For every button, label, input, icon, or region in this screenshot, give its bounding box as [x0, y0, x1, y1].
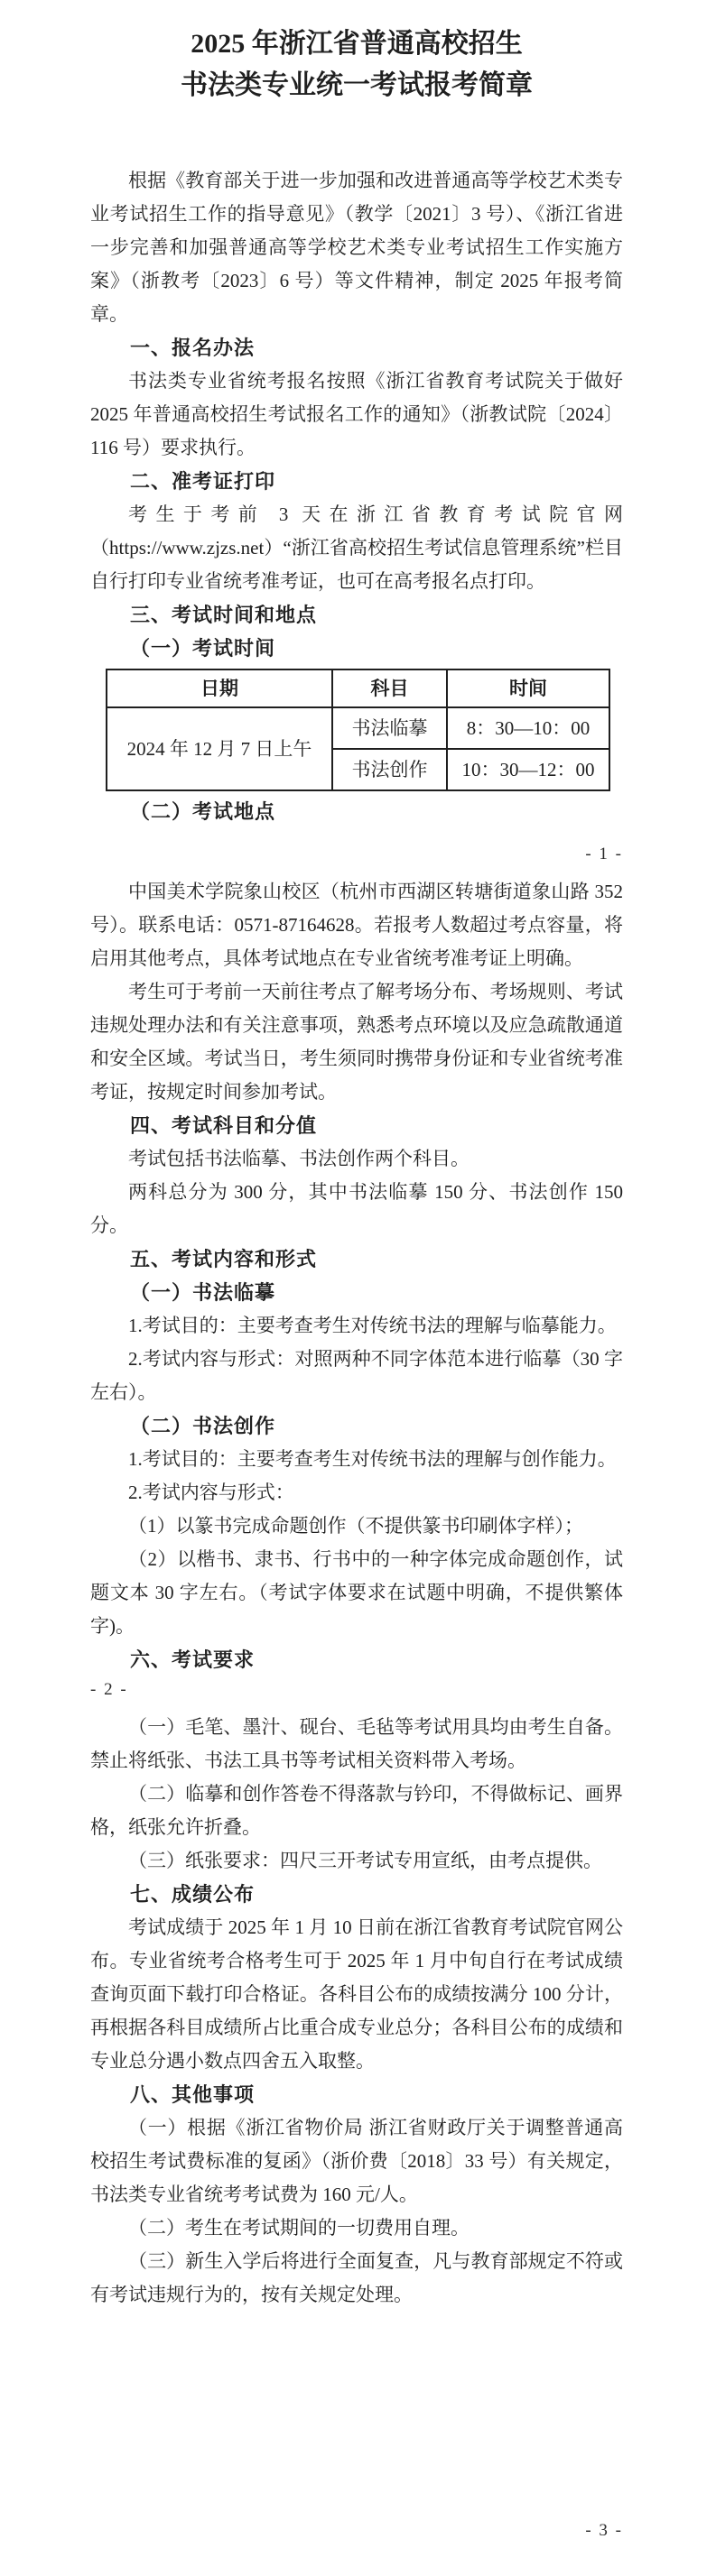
section-6-paragraph-1: （一）毛笔、墨汁、砚台、毛毡等考试用具均由考生自备。禁止将纸张、书法工具书等考试相关资料带入考场。 — [90, 1716, 623, 1771]
section-8-paragraph-2: （二）考生在考试期间的一切费用自理。 — [128, 2217, 470, 2239]
section-5-sub-2-heading: （二）书法创作 — [130, 1415, 276, 1437]
table-header-time: 时间 — [447, 669, 609, 707]
page-number-2: - 2 - — [90, 1680, 128, 1699]
section-6-heading: 六、考试要求 — [130, 1648, 256, 1671]
table-cell-time: 8：30—10：00 — [447, 707, 609, 749]
title-line-1: 2025 年浙江省普通高校招生 — [191, 29, 523, 59]
section-3-sub-2-heading: （二）考试地点 — [130, 800, 276, 823]
section-3-heading: 三、考试时间和地点 — [130, 604, 318, 626]
table-row — [107, 707, 609, 749]
section-4-paragraph-1: 考试包括书法临摹、书法创作两个科目。 — [128, 1148, 470, 1169]
section-7-heading: 七、成绩公布 — [130, 1883, 256, 1906]
table-cell-date: 2024 年 12 月 7 日上午 — [107, 707, 332, 790]
section-5-sub-2-paragraph-2: 2.考试内容与形式： — [128, 1482, 294, 1503]
section-2-heading: 二、准考证打印 — [130, 470, 276, 493]
section-3-sub-1-heading: （一）考试时间 — [130, 637, 276, 660]
title-line-2: 书法类专业统一考试报考简章 — [181, 70, 533, 100]
table-cell-subject: 书法创作 — [332, 749, 447, 790]
table-cell-time: 10：30—12：00 — [447, 749, 609, 790]
section-5-heading: 五、考试内容和形式 — [130, 1248, 318, 1270]
exam-location-paragraph: 中国美术学院象山校区（杭州市西湖区转塘街道象山路 352 号）。联系电话：0571-87164628。若报考人数超过考点容量，将启用其他考点，具体考试地点在专业省统考准考证上明确。 — [90, 881, 623, 969]
section-6-paragraph-2: （二）临摹和创作答卷不得落款与钤印，不得做标记、画界格，纸张允许折叠。 — [90, 1783, 623, 1838]
section-5-sub-2-paragraph-3: （1）以篆书完成命题创作（不提供篆书印刷体字样）； — [128, 1515, 583, 1537]
section-4-heading: 四、考试科目和分值 — [130, 1114, 318, 1137]
table-header-date: 日期 — [107, 669, 332, 707]
section-2-paragraph: 考生于考前 3 天在浙江省教育考试院官网（https://www.zjzs.net）“浙江省高校招生考试信息管理系统”栏目自行打印专业省统考准考证，也可在高考报名点打印。 — [90, 503, 623, 592]
document-title — [90, 23, 623, 106]
section-8-paragraph-1: （一）根据《浙江省物价局 浙江省财政厅关于调整普通高校招生考试费标准的复函》（浙价费〔2018〕33 号）有关规定，书法类专业省统考考试费为 160 元/人。 — [90, 2117, 623, 2205]
exam-schedule-table — [106, 669, 610, 791]
section-5-sub-2-paragraph-4: （2）以楷书、隶书、行书中的一种字体完成命题创作，试题文本 30 字左右。（考试字体要求在试题中明确，不提供繁体字)。 — [90, 1548, 623, 1637]
table-cell-subject: 书法临摹 — [332, 707, 447, 749]
section-5-sub-1-paragraph-1: 1.考试目的：主要考查考生对传统书法的理解与临摹能力。 — [128, 1315, 617, 1336]
section-4-paragraph-2: 两科总分为 300 分，其中书法临摹 150 分、书法创作 150 分。 — [90, 1181, 623, 1236]
section-8-heading: 八、其他事项 — [130, 2083, 256, 2106]
section-5-sub-2-paragraph-1: 1.考试目的：主要考查考生对传统书法的理解与创作能力。 — [128, 1448, 617, 1470]
table-header-row — [107, 669, 609, 707]
exam-location-notes-paragraph: 考生可于考前一天前往考点了解考场分布、考场规则、考试违规处理办法和有关注意事项，熟悉考点环境以及应急疏散通道和安全区域。考试当日，考生须同时携带身份证和专业省统考准考证，按规定时间参加考试。 — [90, 981, 623, 1103]
section-8-paragraph-3: （三）新生入学后将进行全面复查，凡与教育部规定不符或有考试违规行为的，按有关规定处理。 — [90, 2250, 623, 2305]
section-6-paragraph-3: （三）纸张要求：四尺三开考试专用宣纸，由考点提供。 — [128, 1850, 602, 1871]
intro-paragraph: 根据《教育部关于进一步加强和改进普通高等学校艺术类专业考试招生工作的指导意见》（教学〔2021〕3 号）、《浙江省进一步完善和加强普通高等学校艺术类专业考试招生工作实施方案》（浙教考〔2023〕6 号）等文件精神，制定 2025 年报考简章。 — [90, 170, 623, 325]
page-number-3: - 3 - — [585, 2521, 623, 2540]
section-5-sub-1-heading: （一）书法临摹 — [130, 1281, 276, 1304]
section-7-paragraph: 考试成绩于 2025 年 1 月 10 日前在浙江省教育考试院官网公布。专业省统考合格考生可于 2025 年 1 月中旬自行在考试成绩查询页面下载打印合格证。各科目公布的成绩按满分 100 分计，再根据各科目成绩所占比重合成专业总分；各科目公布的成绩和专业总分遇小数点四舍五入取整。 — [90, 1916, 623, 2072]
table-header-subject: 科目 — [332, 669, 447, 707]
section-5-sub-1-paragraph-2: 2.考试内容与形式：对照两种不同字体范本进行临摹（30 字左右）。 — [90, 1348, 623, 1403]
section-1-paragraph: 书法类专业省统考报名按照《浙江省教育考试院关于做好 2025 年普通高校招生考试报名工作的通知》（浙教试院〔2024〕116 号）要求执行。 — [90, 370, 623, 458]
page-number-1: - 1 - — [585, 845, 623, 863]
section-1-heading: 一、报名办法 — [130, 337, 256, 359]
